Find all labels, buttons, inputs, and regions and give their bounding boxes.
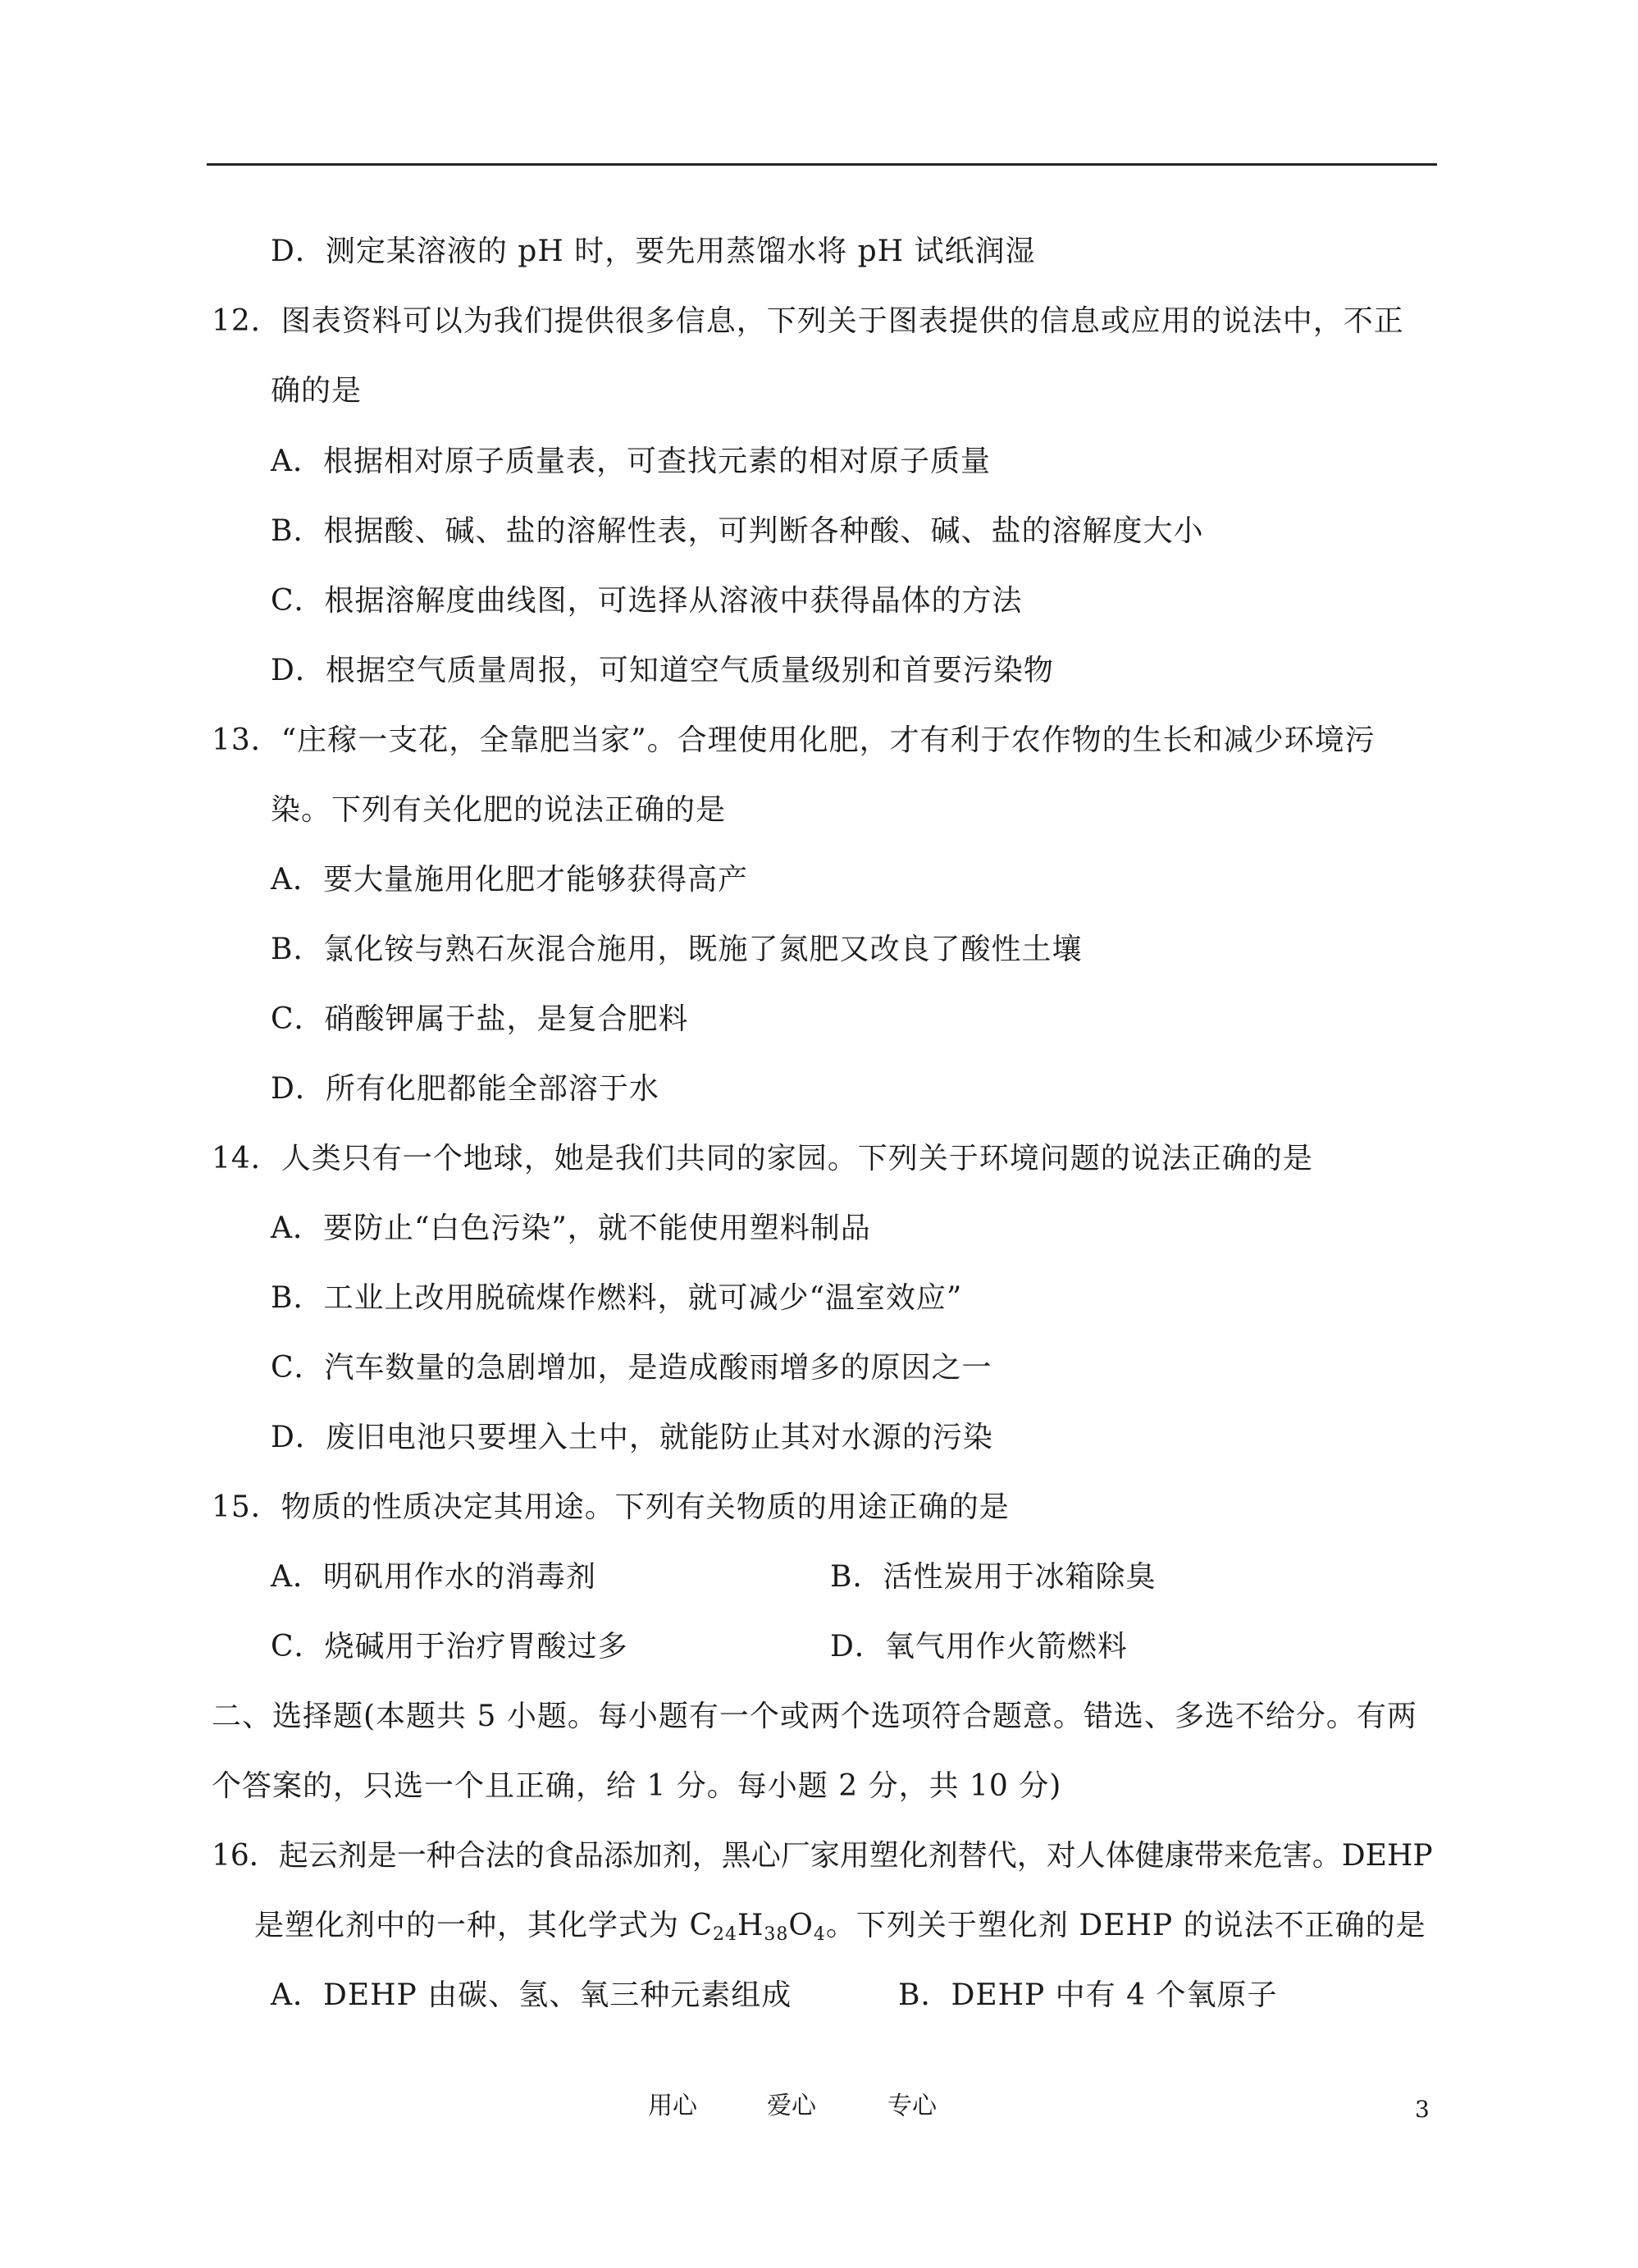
q13-stem-line2: 染。下列有关化肥的说法正确的是 — [271, 793, 727, 827]
q16-stem-text-before: 是塑化剂中的一种，其化学式为 C — [254, 1909, 713, 1942]
q14-option-d: D．废旧电池只要埋入土中，就能防止其对水源的污染 — [271, 1421, 993, 1454]
q13-stem-line1: 13．“庄稼一支花，全靠肥当家”。合理使用化肥，才有利于农作物的生长和减少环境污 — [212, 723, 1376, 757]
q16-formula-sub-h: 38 — [764, 1924, 789, 1945]
q15-option-b: B．活性炭用于冰箱除臭 — [830, 1560, 1157, 1594]
q12-stem-line1: 12．图表资料可以为我们提供很多信息，下列关于图表提供的信息或应用的说法中，不正 — [212, 304, 1404, 338]
q16-stem-line2 — [254, 1908, 1426, 1944]
q12-option-a: A．根据相对原子质量表，可查找元素的相对原子质量 — [271, 445, 991, 478]
q15-option-a: A．明矾用作水的消毒剂 — [271, 1560, 596, 1594]
page-number: 3 — [1415, 2096, 1430, 2123]
q15-option-c: C．烧碱用于治疗胃酸过多 — [271, 1630, 628, 1663]
q13-option-c: C．硝酸钾属于盐，是复合肥料 — [271, 1002, 689, 1036]
q16-formula-sub-o: 4 — [813, 1924, 826, 1945]
q14-option-c: C．汽车数量的急剧增加，是造成酸雨增多的原因之一 — [271, 1351, 992, 1385]
q14-option-b: B．工业上改用脱硫煤作燃料，就可减少“温室效应” — [271, 1281, 963, 1315]
q16-formula-sub-c: 24 — [713, 1924, 737, 1945]
q12-option-d: D．根据空气质量周报，可知道空气质量级别和首要污染物 — [271, 654, 1054, 687]
q16-option-a: A．DEHP 由碳、氢、氧三种元素组成 — [271, 1978, 792, 2012]
q12-stem-line2: 确的是 — [271, 374, 363, 408]
footer-word-3: 专心 — [887, 2092, 937, 2120]
section2-heading-line1: 二、选择题(本题共 5 小题。每小题有一个或两个选项符合题意。错选、多选不给分。有两 — [212, 1700, 1417, 1733]
q13-option-b: B．氯化铵与熟石灰混合施用，既施了氮肥又改良了酸性土壤 — [271, 933, 1083, 966]
q16-option-b: B．DEHP 中有 4 个氧原子 — [898, 1978, 1278, 2012]
q12-option-c: C．根据溶解度曲线图，可选择从溶液中获得晶体的方法 — [271, 584, 1023, 618]
q13-option-a: A．要大量施用化肥才能够获得高产 — [271, 863, 748, 897]
q16-stem-text-after: 。下列关于塑化剂 DEHP 的说法不正确的是 — [825, 1909, 1426, 1942]
q13-option-d: D．所有化肥都能全部溶于水 — [271, 1072, 659, 1106]
header-rule — [207, 163, 1437, 166]
section2-heading-line2: 个答案的，只选一个且正确，给 1 分。每小题 2 分，共 10 分) — [212, 1769, 1062, 1803]
q15-stem: 15．物质的性质决定其用途。下列有关物质的用途正确的是 — [212, 1490, 1010, 1524]
q11-option-d: D．测定某溶液的 pH 时，要先用蒸馏水将 pH 试纸润湿 — [271, 235, 1036, 268]
q15-option-d: D．氧气用作火箭燃料 — [830, 1630, 1128, 1663]
q16-stem-line1: 16．起云剂是一种合法的食品添加剂，黑心厂家用塑化剂替代，对人体健康带来危害。DEHP — [212, 1839, 1433, 1873]
q14-option-a: A．要防止“白色污染”，就不能使用塑料制品 — [271, 1212, 871, 1245]
q16-formula-o: O — [788, 1909, 814, 1942]
footer-word-2: 爱心 — [767, 2092, 816, 2120]
q14-stem: 14．人类只有一个地球，她是我们共同的家园。下列关于环境问题的说法正确的是 — [212, 1142, 1313, 1175]
q12-option-b: B．根据酸、碱、盐的溶解性表，可判断各种酸、碱、盐的溶解度大小 — [271, 514, 1204, 548]
q16-formula-h: H — [737, 1909, 764, 1942]
footer-word-1: 用心 — [648, 2092, 697, 2120]
